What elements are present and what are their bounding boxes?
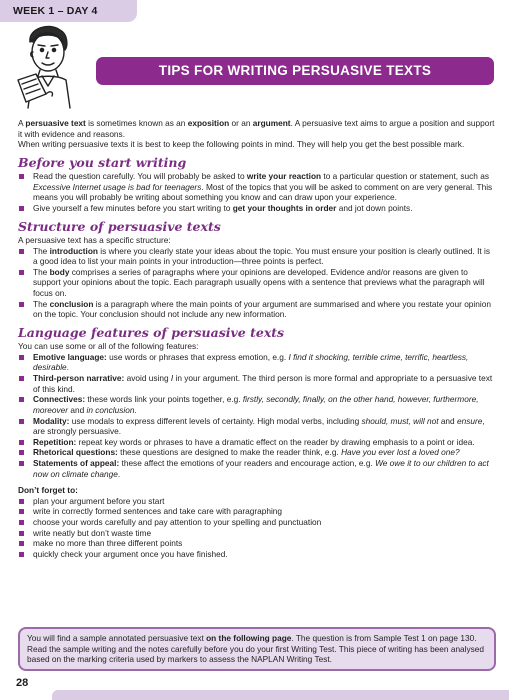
section-heading-before-writing: Before you start writing [18,154,187,170]
week-day-label: WEEK 1 – DAY 4 [13,5,98,17]
language-features-lead: You can use some or all of the following features: [18,341,199,352]
list-item: write neatly but don’t waste time [18,528,496,539]
list-item: plan your argument before you start [18,496,496,507]
list-item: Connectives: these words link your points together, e.g. firstly, secondly, finally, on the other hand, however, furthermore, moreover and in conclusion. [18,394,496,415]
week-day-tab [0,0,137,22]
list-item: choose your words carefully and pay attention to your spelling and punctuation [18,517,496,528]
main-content [18,118,496,559]
list-item: Modality: use modals to express different levels of certainty. High modal verbs, including should, must, will not and ensure, are strongly persuasive. [18,416,496,437]
title-banner [96,57,494,85]
list-item: The body comprises a series of paragraphs where your opinions are developed. Evidence and/or reasons are given to support your opinions about the topic. Each paragraph usually opens with a sentence that previews what the paragraph will focus on. [18,267,496,299]
list-item: quickly check your argument once you have finished. [18,549,496,560]
list-item: Emotive language: use words or phrases that express emotion, e.g. I find it shocking, terrible crime, terrific, heartless, desirable. [18,352,496,373]
list-item: The introduction is where you clearly state your ideas about the topic. You must ensure your position is clearly outlined. It is a good idea to list your main points in your introduction—three points is perfect. [18,246,496,267]
list-item: Give yourself a few minutes before you start writing to get your thoughts in order and jot down points. [18,203,496,214]
section-heading-structure: Structure of persuasive texts [18,218,221,234]
list-item: Third-person narrative: avoid using I in your argument. The third person is more formal and appropriate to a persuasive text of this kind. [18,373,496,394]
list-item: Statements of appeal: these affect the emotions of your readers and encourage action, e.g. We owe it to our children to act now on climate change. [18,458,496,479]
dont-forget-heading: Don’t forget to: [18,485,78,496]
boy-reading-illustration [10,20,88,110]
dont-forget-list [18,496,496,560]
list-item: The conclusion is a paragraph where the main points of your argument are summarised and where you restate your opinion on the topic. Your conclusion should not include any new information. [18,299,496,320]
list-item: make no more than three different points [18,538,496,549]
list-item: Rhetorical questions: these questions are designed to make the reader think, e.g. Have you ever lost a loved one? [18,447,496,458]
intro-paragraph-2: When writing persuasive texts it is best to keep the following points in mind. They will help you get the best possible mark. [18,139,465,150]
section-heading-language-features: Language features of persuasive texts [18,324,285,340]
structure-list [18,246,496,320]
before-writing-list [18,171,496,213]
sample-text-note-box: You will find a sample annotated persuasive text on the following page. The question is from Sample Test 1 on page 130. Read the sample writing and the notes carefully before you do your first Writing Test. This piece of writing has been analysed based on the marking criteria used by markers to assess the NAPLAN Writing Test. [18,627,496,671]
structure-lead: A persuasive text has a specific structure: [18,235,171,246]
intro-paragraph-1: A persuasive text is sometimes known as an exposition or an argument. A persuasive text aims to argue a position and support it with evidence and reasons. [18,118,495,139]
page-title: TIPS FOR WRITING PERSUASIVE TEXTS [158,63,432,79]
page-number: 28 [16,677,29,689]
language-features-list [18,352,496,479]
list-item: Read the question carefully. You will probably be asked to write your reaction to a particular question or statement, such as Excessive Internet usage is bad for teenagers. Most of the topics that you will be asked to comment on are very general. This means you will probably be writing about something you know and can draw upon your experience. [18,171,496,203]
footer-bar [52,690,509,700]
list-item: write in correctly formed sentences and take care with paragraphing [18,506,496,517]
list-item: Repetition: repeat key words or phrases to have a dramatic effect on the reader by drawing emphasis to a point or idea. [18,437,496,448]
